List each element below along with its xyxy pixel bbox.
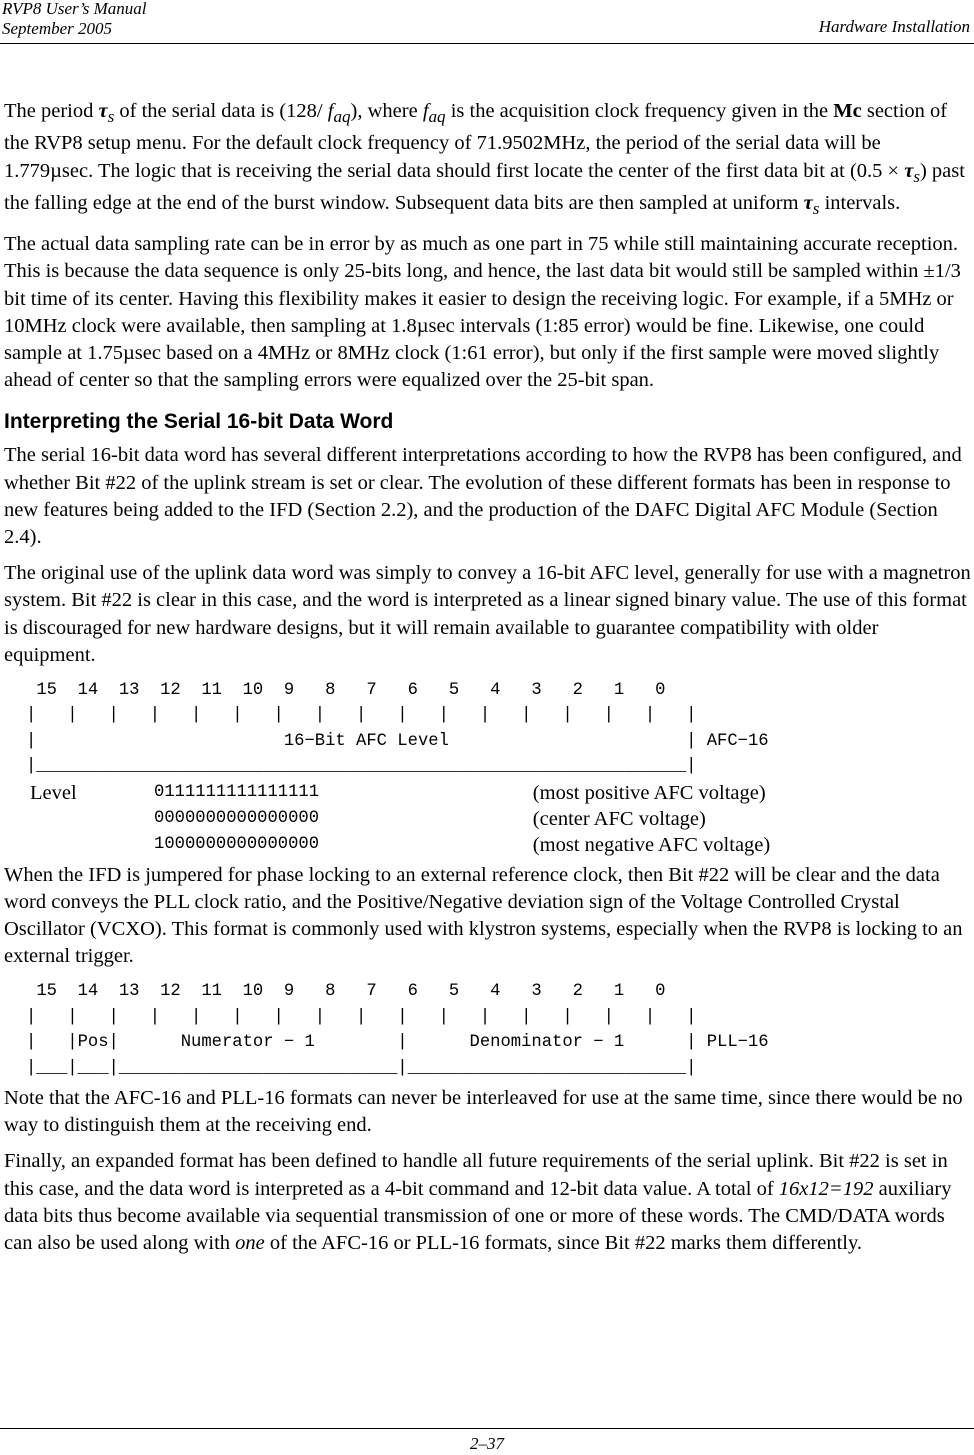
header-left (2, 0, 147, 39)
paragraph-expanded-format: Finally, an expanded format has been defined to handle all future requirements of the serial uplink. Bit #22 is set in this case, and the data word is interpreted as a 4-bit command and 12-bit data value. A total of 16x12=192 auxiliary data bits thus become available via sequential transmission of one or more of these words. The CMD/DATA words can also be used along with one of the AFC-16 or PLL-16 formats, since Bit #22 marks them differently. (4, 1150, 952, 1255)
afc-level-table (30, 780, 972, 858)
paragraph-afc-original: The original use of the uplink data word was simply to convey a 16-bit AFC level, generally for use with a magnetron system. Bit #22 is clear in this case, and the word is interpreted as a linear signed binary value. The use of this format is discouraged for new hardware designs, but it will remain available to guarantee compatibility with older equipment. (4, 562, 971, 666)
pll16-bit-diagram (26, 979, 972, 1081)
level-desc: (most negative AFC voltage) (532, 833, 771, 856)
level-label: Level (30, 781, 77, 804)
pll16-ascii-layout: 15 14 13 12 11 10 9 8 7 6 5 4 3 2 1 0 | | | | | | | | | | | | | | | | | | |Pos| Numerator − 1 | Denominator − 1 | PLL−16 |___|___|___________________________|___________________________| (26, 982, 769, 1078)
manual-date: September 2005 (2, 19, 113, 38)
level-desc: (center AFC voltage) (532, 807, 706, 830)
level-bits: 0111111111111111 (154, 782, 320, 802)
level-desc: (most positive AFC voltage) (532, 781, 766, 804)
footer-rule (0, 1428, 974, 1429)
header-rule (0, 43, 974, 44)
level-bits: 0000000000000000 (154, 808, 320, 828)
paragraph-pll-format: When the IFD is jumpered for phase locking to an external reference clock, then Bit #22 will be clear and the data word conveys the PLL clock ratio, and the Positive/Negative deviation sign of the Voltage Controlled Crystal Oscillator (VCXO). This format is commonly used with klystron systems, especially when the RVP8 is locking to an external trigger. (4, 863, 963, 968)
page-number: 2–37 (470, 1434, 504, 1453)
page-header (0, 0, 974, 46)
page-body (4, 98, 972, 1266)
paragraph-sampling-rate: The actual data sampling rate can be in error by as much as one part in 75 while still maintaining accurate reception. This is because the data sequence is only 25-bits long, and hence, the last data bit would still be sampled within ±1/3 bit time of its center. Having this flexibility makes it easier to design the receiving logic. For example, if a 5MHz or 10MHz clock were available, then sampling at 1.8µsec intervals (1:85 error) would be fine. Likewise, one could sample at 1.75µsec based on a 4MHz or 8MHz clock (1:61 error), but only if the first sample were moved slightly ahead of center so that the sampling errors were equalized over the 25-bit span. (4, 233, 961, 392)
paragraph-serial-period: The period $\tau_s$ of the serial data is (128/ $f_{aq}$), where $f_{aq}$ is the acquisition clock frequency given in the Mc section of the RVP8 setup menu. For the default clock frequency of 71.9502MHz, the period of the serial data will be 1.779µsec. The logic that is receiving the serial data should first locate the center of the first data bit at $(0.5 \times \tau_s)$ past the falling edge at the end of the burst window. Subsequent data bits are then sampled at uniform $\tau_s$ intervals. (4, 100, 965, 218)
paragraph-interpretations: The serial 16-bit data word has several different interpretations according to how the RVP8 has been configured, and whether Bit #22 of the uplink stream is set or clear. The evolution of these different formats has been in response to new features being added to the IFD (Section 2.2), and the production of the DAFC Digital AFC Module (Section 2.4). (4, 444, 962, 548)
paragraph-interleave-note: Note that the AFC-16 and PLL-16 formats can never be interleaved for use at the same time, since there would be no way to distinguish them at the receiving end. (4, 1087, 963, 1137)
section-title: Hardware Installation (818, 17, 970, 36)
manual-title: RVP8 User’s Manual (2, 0, 147, 18)
section-heading: Interpreting the Serial 16-bit Data Word (4, 410, 394, 434)
afc16-bit-diagram (26, 678, 972, 858)
level-bits: 1000000000000000 (154, 834, 320, 854)
afc16-ascii-layout: 15 14 13 12 11 10 9 8 7 6 5 4 3 2 1 0 | | | | | | | | | | | | | | | | | | 16−Bit AFC Level | AFC−16 |_______________________________________________________________| (26, 680, 769, 777)
